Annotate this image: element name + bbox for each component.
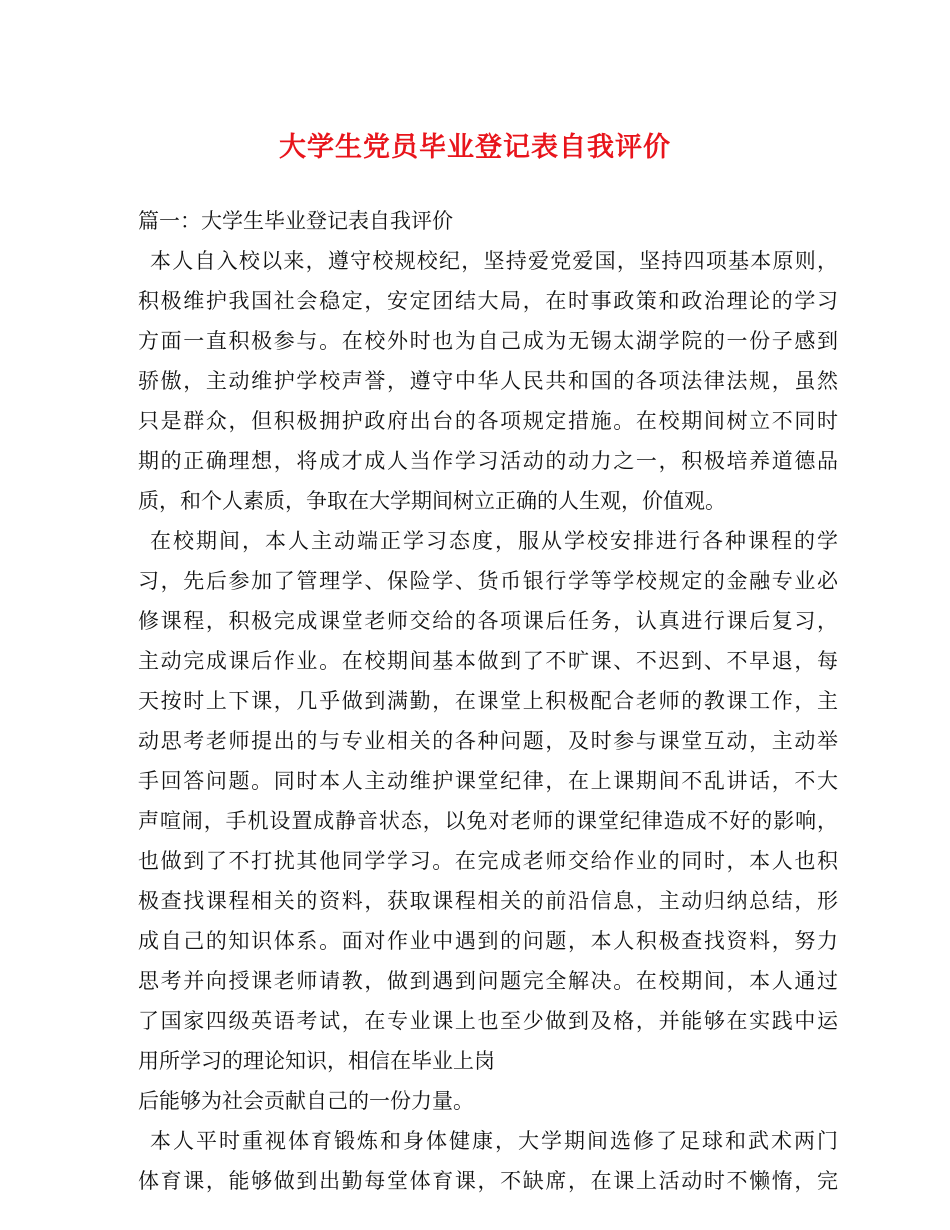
document-title: 大学生党员毕业登记表自我评价 [279, 132, 671, 163]
text-line: 后能够为社会贡献自己的一份力量。 [138, 1089, 474, 1113]
text-line: 声喧闹，手机设置成静音状态，以免对老师的课堂纪律造成不好的影响， [138, 809, 838, 833]
text-line: 了国家四级英语考试，在专业课上也至少做到及格，并能够在实践中运 [138, 1009, 838, 1033]
text-line: 期的正确理想，将成才成人当作学习活动的动力之一，积极培养道德品 [138, 449, 838, 473]
text-line: 也做到了不打扰其他同学学习。在完成老师交给作业的同时，本人也积 [138, 849, 838, 873]
document-body [138, 201, 838, 1201]
text-line: 本人自入校以来，遵守校规校纪，坚持爱党爱国，坚持四项基本原则， [150, 249, 838, 273]
text-line: 思考并向授课老师请教，做到遇到问题完全解决。在校期间，本人通过 [138, 969, 838, 993]
text-line: 方面一直积极参与。在校外时也为自己成为无锡太湖学院的一份子感到 [138, 329, 838, 353]
text-line: 修课程，积极完成课堂老师交给的各项课后任务，认真进行课后复习， [138, 609, 838, 633]
text-line: 骄傲，主动维护学校声誉，遵守中华人民共和国的各项法律法规，虽然 [138, 369, 838, 393]
text-line: 积极维护我国社会稳定，安定团结大局，在时事政策和政治理论的学习 [138, 289, 838, 313]
text-line: 只是群众，但积极拥护政府出台的各项规定措施。在校期间树立不同时 [138, 409, 838, 433]
text-line: 极查找课程相关的资料，获取课程相关的前沿信息，主动归纳总结，形 [138, 889, 838, 913]
text-line: 成自己的知识体系。面对作业中遇到的问题，本人积极查找资料，努力 [138, 929, 838, 953]
text-line: 在校期间，本人主动端正学习态度，服从学校安排进行各种课程的学 [150, 529, 838, 553]
text-line: 习，先后参加了管理学、保险学、货币银行学等学校规定的金融专业必 [138, 569, 838, 593]
text-line: 天按时上下课，几乎做到满勤，在课堂上积极配合老师的教课工作，主 [138, 689, 838, 713]
text-line: 本人平时重视体育锻炼和身体健康，大学期间选修了足球和武术两门 [150, 1129, 838, 1153]
text-line: 手回答问题。同时本人主动维护课堂纪律，在上课期间不乱讲话，不大 [138, 769, 838, 793]
text-line: 用所学习的理论知识，相信在毕业上岗 [138, 1049, 495, 1073]
text-line: 质，和个人素质，争取在大学期间树立正确的人生观，价值观。 [138, 489, 726, 513]
text-line: 动思考老师提出的与专业相关的各种问题，及时参与课堂互动，主动举 [138, 729, 838, 753]
text-line: 主动完成课后作业。在校期间基本做到了不旷课、不迟到、不早退，每 [138, 649, 838, 673]
text-line: 体育课，能够做到出勤每堂体育课，不缺席，在课上活动时不懒惰，完 [138, 1169, 838, 1193]
text-line: 篇一：大学生毕业登记表自我评价 [138, 209, 453, 233]
